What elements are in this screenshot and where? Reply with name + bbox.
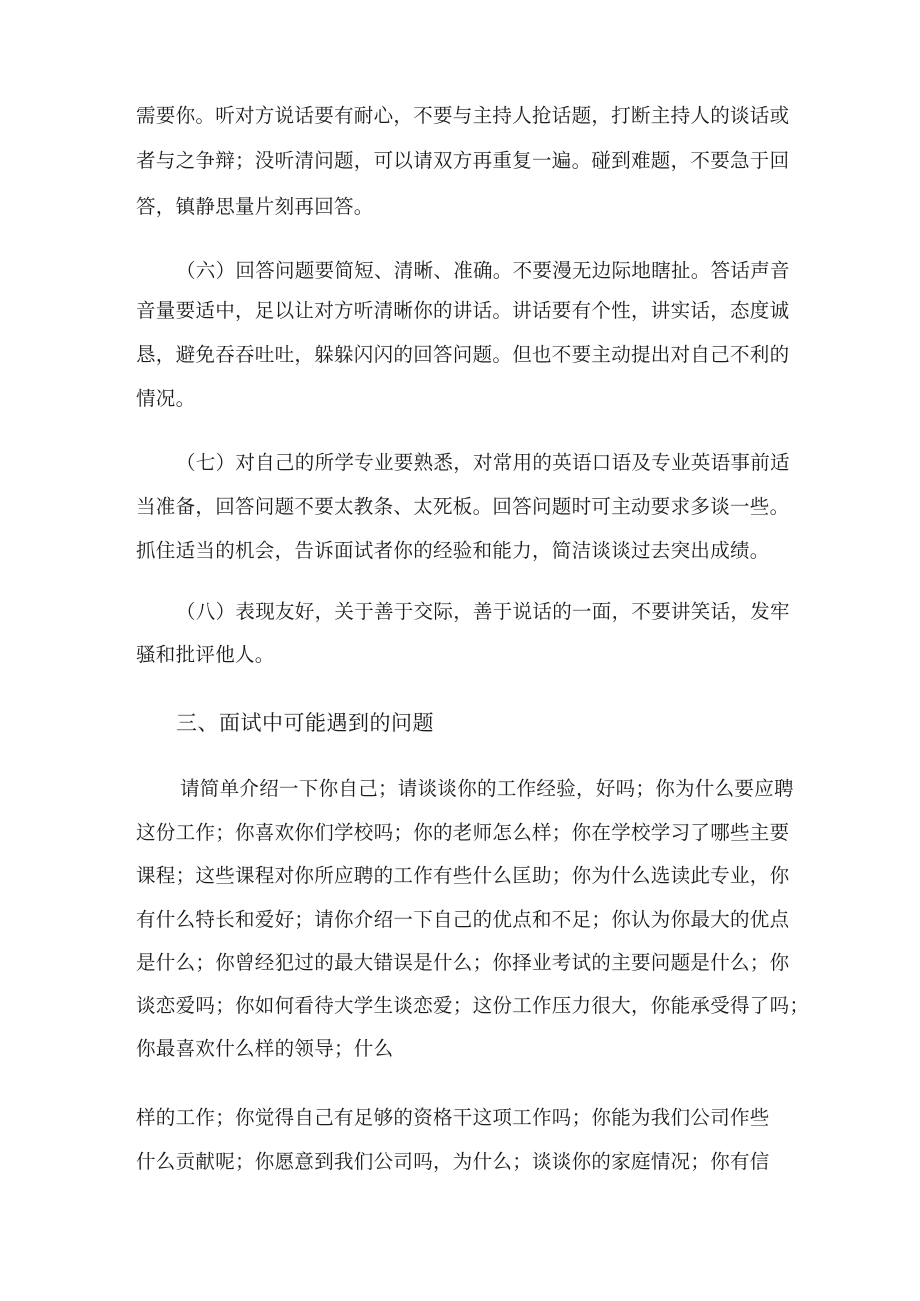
text-line: 你最喜欢什么样的领导；什么 <box>136 1037 394 1060</box>
section-heading: 三、面试中可能遇到的问题 <box>176 711 434 735</box>
text-line: 抓住适当的机会，告诉面试者你的经验和能力，简洁谈谈过去突出成绩。 <box>136 539 770 562</box>
text-line: 这份工作；你喜欢你们学校吗；你的老师怎么样；你在学校学习了哪些主要 <box>136 821 790 844</box>
text-line: 骚和批评他人。 <box>136 643 275 666</box>
text-line: 恳，避免吞吞吐吐，躲躲闪闪的回答问题。但也不要主动提出对自己不利的 <box>136 343 790 366</box>
text-line: 情况。 <box>136 387 196 410</box>
text-line: （八）表现友好，关于善于交际，善于说话的一面，不要讲笑话，发牢 <box>176 600 790 623</box>
text-line: 谈恋爱吗；你如何看待大学生谈恋爱；这份工作压力很大，你能承受得了吗； <box>136 994 810 1017</box>
text-line: 什么贡献呢；你愿意到我们公司吗，为什么；谈谈你的家庭情况；你有信 <box>136 1150 770 1173</box>
text-line: 答，镇静思量片刻再回答。 <box>136 195 374 218</box>
text-line: 者与之争辩；没听清问题，可以请双方再重复一遍。碰到难题，不要急于回 <box>136 149 790 172</box>
text-line: （七）对自己的所学专业要熟悉，对常用的英语口语及专业英语事前适 <box>176 451 790 474</box>
text-line: 音量要适中，足以让对方听清晰你的讲话。讲话要有个性，讲实话，态度诚 <box>136 299 790 322</box>
text-line: 需要你。听对方说话要有耐心，不要与主持人抢话题，打断主持人的谈话或 <box>136 104 790 127</box>
text-line: （六）回答问题要简短、清晰、准确。不要漫无边际地瞎扯。答话声音 <box>176 259 790 282</box>
text-line: 当准备，回答问题不要太教条、太死板。回答问题时可主动要求多谈一些。 <box>136 495 790 518</box>
text-line: 样的工作；你觉得自己有足够的资格干这项工作吗；你能为我们公司作些 <box>136 1106 770 1129</box>
text-line: 请简单介绍一下你自己；请谈谈你的工作经验，好吗；你为什么要应聘 <box>180 777 794 800</box>
text-line: 是什么；你曾经犯过的最大错误是什么；你择业考试的主要问题是什么；你 <box>136 951 790 974</box>
text-line: 课程；这些课程对你所应聘的工作有些什么匡助；你为什么选读此专业，你 <box>136 864 790 887</box>
text-line: 有什么特长和爱好；请你介绍一下自己的优点和不足；你认为你最大的优点 <box>136 908 790 931</box>
